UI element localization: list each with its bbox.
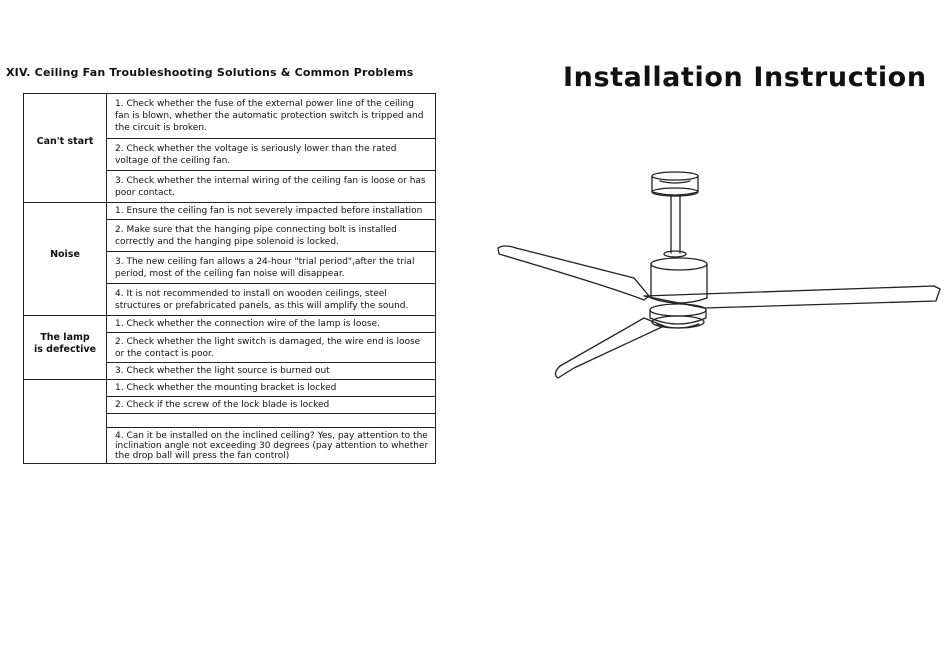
problem-item: 2. Check if the screw of the lock blade is locked bbox=[107, 397, 436, 414]
page-title: Installation Instruction bbox=[563, 62, 927, 93]
ceiling-fan-illustration bbox=[494, 168, 946, 384]
problem-item: 4. Can it be installed on the inclined ceiling? Yes, pay attention to the inclination angle not exceeding 30 degrees (pay attention to whether the drop ball will press the fan control) bbox=[107, 428, 436, 464]
table-row bbox=[24, 316, 436, 333]
table-row bbox=[24, 380, 436, 397]
table-row bbox=[24, 94, 436, 139]
problem-item: 1. Ensure the ceiling fan is not severely impacted before installation bbox=[107, 203, 436, 220]
table-row bbox=[24, 203, 436, 220]
category-other bbox=[24, 380, 107, 464]
ceiling-fan-icon bbox=[494, 168, 946, 380]
section-title: XIV. Ceiling Fan Troubleshooting Solutions & Common Problems bbox=[6, 66, 414, 79]
category-label-line1: The lamp bbox=[40, 332, 90, 343]
problem-item: 1. Check whether the fuse of the external power line of the ceiling fan is blown, whether the automatic protection switch is tripped and the circuit is broken. bbox=[107, 94, 436, 139]
category-label-line2: is defective bbox=[33, 344, 97, 355]
problem-item: 3. Check whether the light source is burned out bbox=[107, 363, 436, 380]
category-label: Noise bbox=[50, 249, 80, 260]
category-label: Can't start bbox=[36, 136, 94, 147]
problem-item: 2. Check whether the light switch is damaged, the wire end is loose or the contact is poor. bbox=[107, 333, 436, 363]
problem-item: 4. It is not recommended to install on wooden ceilings, steel structures or prefabricated panels, as this will amplify the sound. bbox=[107, 284, 436, 316]
problem-item: 2. Check whether the voltage is seriously lower than the rated voltage of the ceiling fan. bbox=[107, 139, 436, 171]
problem-item: 2. Make sure that the hanging pipe connecting bolt is installed correctly and the hanging pipe solenoid is locked. bbox=[107, 220, 436, 252]
problem-item-empty bbox=[107, 414, 436, 428]
category-cant-start bbox=[24, 94, 107, 203]
problem-item: 1. Check whether the mounting bracket is locked bbox=[107, 380, 436, 397]
problem-item: 1. Check whether the connection wire of the lamp is loose. bbox=[107, 316, 436, 333]
category-lamp-defective bbox=[24, 316, 107, 380]
problem-item: 3. The new ceiling fan allows a 24-hour "trial period",after the trial period, most of the ceiling fan noise will disappear. bbox=[107, 252, 436, 284]
troubleshooting-table bbox=[23, 93, 436, 464]
category-noise bbox=[24, 203, 107, 316]
problem-item: 3. Check whether the internal wiring of the ceiling fan is loose or has poor contact. bbox=[107, 171, 436, 203]
